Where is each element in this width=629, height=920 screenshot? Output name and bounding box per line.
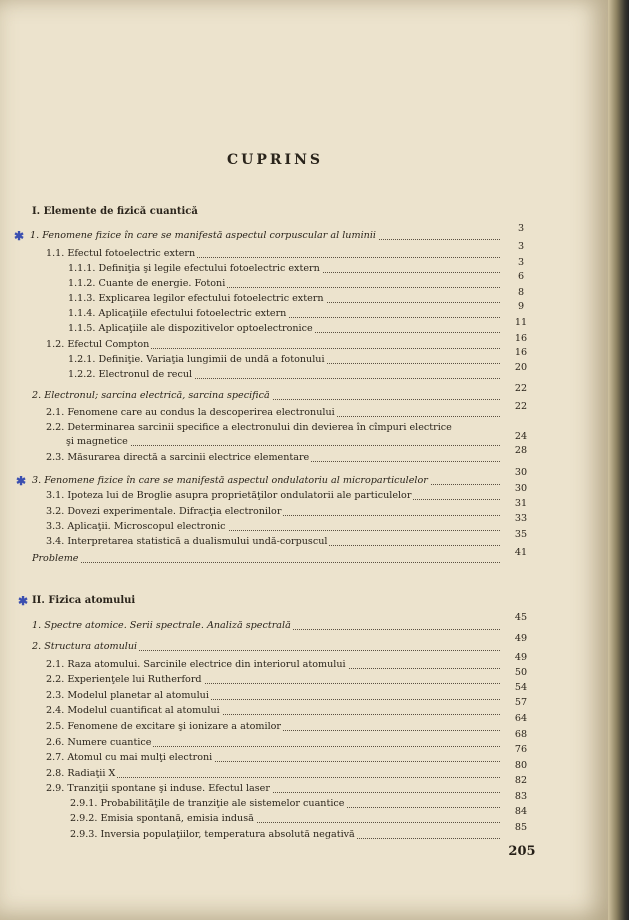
page-number: 16 <box>514 347 528 358</box>
toc-entry: 2.1. Raza atomului. Sarcinile electrice din interiorul atomului <box>46 658 500 672</box>
page-number: 82 <box>514 775 528 786</box>
toc-entry: 1. Spectre atomice. Serii spectrale. Analiză spectrală <box>32 619 500 633</box>
toc-entry: 3. Fenomene fizice în care se manifestă aspectul ondulatoriu al microparticulelor <box>32 474 500 488</box>
toc-entry: 2.4. Modelul cuantificat al atomului <box>46 704 500 718</box>
page-number: 80 <box>514 760 528 771</box>
toc-entry: 2.3. Modelul planetar al atomului <box>46 689 500 703</box>
page-number: 16 <box>514 333 528 344</box>
page-number: 35 <box>514 529 528 540</box>
toc-entry: 2.2. Experienţele lui Rutherford <box>46 673 500 687</box>
toc-entry: 2.8. Radiaţii X <box>46 767 500 781</box>
page-number: 3 <box>517 257 525 268</box>
page-number: 85 <box>514 822 528 833</box>
toc-entry: 2.9.3. Inversia populaţiilor, temperatura absolută negativă <box>70 828 500 842</box>
star-mark-icon: ✱ <box>16 474 27 488</box>
page-number: 28 <box>514 445 528 456</box>
toc-entry: 1.2. Efectul Compton <box>46 338 500 352</box>
section-heading-1: I. Elemente de fizică cuantică <box>32 206 198 217</box>
page-number: 54 <box>514 682 528 693</box>
page-number: 22 <box>514 383 528 394</box>
book-page-edge <box>608 0 629 920</box>
page-number: 76 <box>514 744 528 755</box>
page-number: 3 <box>517 223 525 234</box>
page-number: 31 <box>514 498 528 509</box>
toc-entry: 2.2. Determinarea sarcinii specifice a electronului din devierea în cîmpuri electrice <box>46 422 452 433</box>
toc-entry: 2.9.1. Probabilităţile de tranziţie ale sistemelor cuantice <box>70 797 500 811</box>
toc-entry: 1.1. Efectul fotoelectric extern <box>46 247 500 261</box>
page-number: 30 <box>514 483 528 494</box>
toc-entry: 1.1.5. Aplicaţiile ale dispozitivelor optoelectronice <box>68 322 500 336</box>
toc-entry: 1.1.2. Cuante de energie. Fotoni <box>68 277 500 291</box>
toc-entry: 1.1.4. Aplicaţiile efectului fotoelectric extern <box>68 307 500 321</box>
toc-entry: 2. Electronul; sarcina electrică, sarcina specifică <box>32 389 500 403</box>
toc-entry: 1.1.3. Explicarea legilor efectului fotoelectric extern <box>68 292 500 306</box>
page-number: 45 <box>514 612 528 623</box>
toc-entry: 2.6. Numere cuantice <box>46 736 500 750</box>
toc-entry: 2.5. Fenomene de excitare şi ionizare a atomilor <box>46 720 500 734</box>
toc-entry: 2.3. Măsurarea directă a sarcinii electrice elementare <box>46 451 500 465</box>
page-number: 3 <box>517 241 525 252</box>
toc-entry: şi magnetice <box>66 435 500 449</box>
star-mark-icon: ✱ <box>18 594 29 608</box>
page-number: 33 <box>514 513 528 524</box>
page-number: 8 <box>517 287 525 298</box>
page-number: 57 <box>514 697 528 708</box>
toc-entry: 3.1. Ipoteza lui de Broglie asupra proprietăţilor ondulatorii ale particulelor <box>46 489 500 503</box>
page-number: 11 <box>514 317 528 328</box>
toc-entry: 1.1.1. Definiţia şi legile efectului fotoelectric extern <box>68 262 500 276</box>
star-mark-icon: ✱ <box>14 229 25 243</box>
toc-entry: 1.2.2. Electronul de recul <box>68 368 500 382</box>
page-folio-number: 205 <box>508 844 536 859</box>
page-title: CUPRINS <box>227 152 323 168</box>
page-number: 9 <box>517 301 525 312</box>
toc-entry: 2.7. Atomul cu mai mulţi electroni <box>46 751 500 765</box>
toc-entry: 3.3. Aplicaţii. Microscopul electronic <box>46 520 500 534</box>
page-number: 22 <box>514 401 528 412</box>
page-number: 6 <box>517 271 525 282</box>
page-number: 41 <box>514 547 528 558</box>
toc-entry: 3.4. Interpretarea statistică a dualismului undă-corpuscul <box>46 535 500 549</box>
page-number: 84 <box>514 806 528 817</box>
toc-entry: 2.9. Tranziţii spontane şi induse. Efectul laser <box>46 782 500 796</box>
toc-entry: 2.9.2. Emisia spontană, emisia indusă <box>70 812 500 826</box>
toc-entry: 2. Structura atomului <box>32 640 500 654</box>
page-number: 83 <box>514 791 528 802</box>
page-number: 30 <box>514 467 528 478</box>
page-number: 49 <box>514 652 528 663</box>
toc-entry: 1. Fenomene fizice în care se manifestă aspectul corpuscular al luminii <box>30 229 500 243</box>
toc-entry: 2.1. Fenomene care au condus la descoperirea electronului <box>46 406 500 420</box>
page-number: 50 <box>514 667 528 678</box>
page-number: 49 <box>514 633 528 644</box>
page-number: 24 <box>514 431 528 442</box>
section-heading-2: II. Fizica atomului <box>32 595 136 606</box>
toc-entry: 1.2.1. Definiţie. Variaţia lungimii de undă a fotonului <box>68 353 500 367</box>
page-number: 68 <box>514 729 528 740</box>
page-number: 64 <box>514 713 528 724</box>
page-number: 20 <box>514 362 528 373</box>
toc-entry: Probleme <box>32 552 500 566</box>
toc-entry: 3.2. Dovezi experimentale. Difracţia electronilor <box>46 505 500 519</box>
